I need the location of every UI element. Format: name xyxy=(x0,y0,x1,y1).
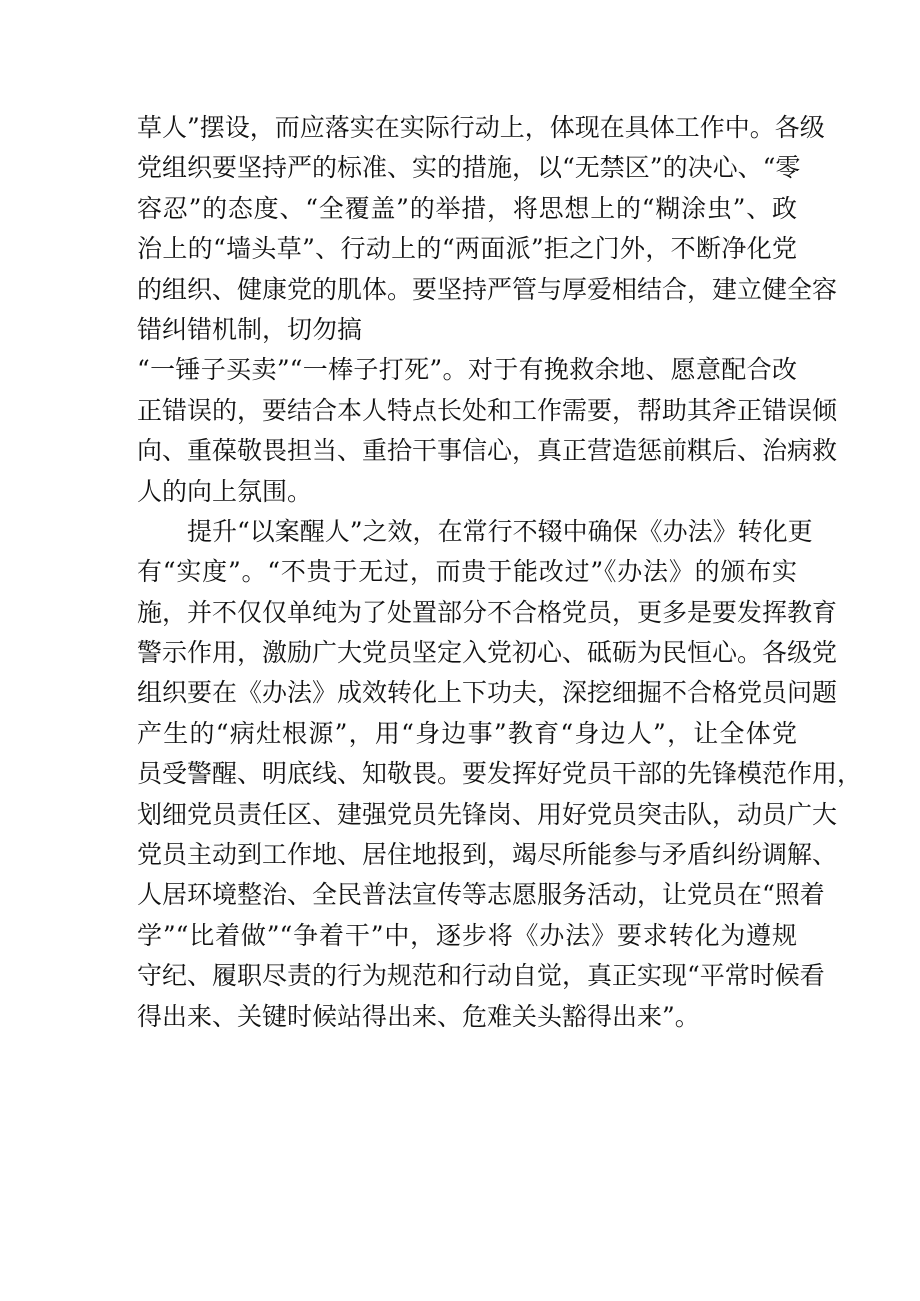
paragraph-2-line-7: 员受警醒、明底线、知敬畏。要发挥好党员干部的先锋模范作用， xyxy=(137,759,863,789)
paragraph-1-line-7: “一锤子买卖”“一棒子打死”。对于有挽救余地、愿意配合改 xyxy=(137,355,797,385)
paragraph-2-line-10: 人居环境整治、全民普法宣传等志愿服务活动，让党员在“照着 xyxy=(137,880,825,910)
paragraph-1-line-6: 错纠错机制，切勿搞 xyxy=(137,314,363,344)
paragraph-1 xyxy=(137,108,838,512)
paragraph-2-line-6: 产生的“病灶根源”，用“身边事”教育“身边人”，让全体党 xyxy=(137,718,797,748)
paragraph-1-line-2: 党组织要坚持严的标准、实的措施，以“无禁区”的决心、“零 xyxy=(137,153,801,183)
paragraph-2-line-13: 得出来、关键时候站得出来、危难关头豁得出来”。 xyxy=(137,1001,700,1031)
paragraph-2-line-12: 守纪、履职尽责的行为规范和行动自觉，真正实现“平常时候看 xyxy=(137,961,825,991)
paragraph-2-line-4: 警示作用，激励广大党员坚定入党初心、砥砺为民恒心。各级党 xyxy=(137,638,838,668)
paragraph-2-line-8: 划细党员责任区、建强党员先锋岗、用好党员突击队，动员广大 xyxy=(137,799,838,829)
paragraph-1-line-10: 人的向上氛围。 xyxy=(137,476,313,506)
paragraph-1-line-1: 草人”摆设，而应落实在实际行动上，体现在具体工作中。各级 xyxy=(137,113,825,142)
paragraph-2-line-1: 提升“以案醒人”之效，在常行不辍中确保《办法》转化更 xyxy=(137,516,813,546)
paragraph-1-line-9: 向、重葆敬畏担当、重拾干事信心，真正营造惩前粸后、治病救 xyxy=(137,436,838,466)
paragraph-2 xyxy=(137,512,863,1037)
paragraph-1-line-5: 的组织、健康党的肌体。要坚持严管与厚爱相结合，建立健全容 xyxy=(137,274,838,304)
paragraph-2-line-9: 党员主动到工作地、居住地报到，竭尽所能参与矛盾纠纷调解、 xyxy=(137,840,838,870)
paragraph-1-line-4: 治上的“墙头草”、行动上的“两面派”拒之门外，不断净化党 xyxy=(137,234,797,264)
paragraph-1-line-8: 正错误的，要结合本人特点长处和工作需要，帮助其斧正错误倾 xyxy=(137,395,838,425)
paragraph-2-line-5: 组织要在《办法》成效转化上下功夫，深挖细掘不合格党员问题 xyxy=(137,678,838,708)
paragraph-1-line-3: 容忍”的态度、“全覆盖”的举措，将思想上的“糊涂虫”、政 xyxy=(137,193,797,223)
document-body xyxy=(137,108,863,1037)
paragraph-2-line-2: 有“实度”。“不贵于无过，而贵于能改过”《办法》的颁布实 xyxy=(137,557,797,587)
paragraph-2-line-11: 学”“比着做”“争着干”中，逐步将《办法》要求转化为遵规 xyxy=(137,920,797,950)
paragraph-2-line-3: 施，并不仅仅单纯为了处置部分不合格党员，更多是要发挥教育 xyxy=(137,597,838,627)
